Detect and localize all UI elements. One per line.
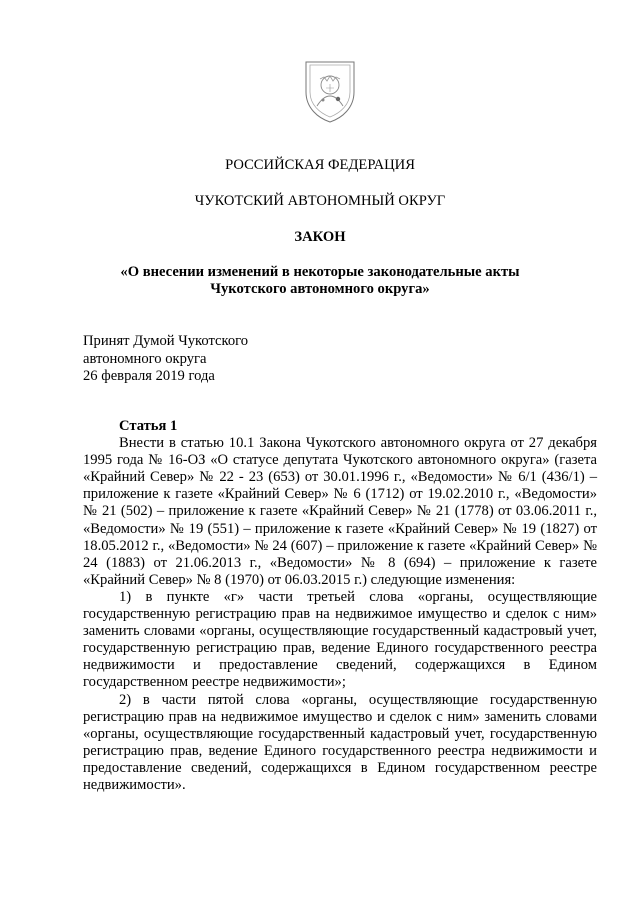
article-heading: Статья 1 (119, 418, 178, 434)
adoption-note (83, 333, 248, 386)
law-title-line-2: Чукотского автономного округа» (210, 281, 430, 297)
law-title-line-1: «О внесении изменений в некоторые законодательные акты (120, 264, 520, 280)
document-type-heading: ЗАКОН (294, 229, 346, 245)
article-item-1: 1) в пункте «г» части третьей слова «органы, осуществляющие государственную регистрацию прав на недвижимое имущество и сделок с ним» заменить словами «органы, осуществляющие государственный кадастровый учет, государственную регистрацию прав, ведение Единого государственного реестра недвижимости и предоставление сведений, содержащихся в Едином государственном реестре недвижимости»; (83, 588, 597, 691)
adoption-date: 26 февраля 2019 года (83, 368, 215, 384)
law-title (0, 264, 640, 298)
adoption-line-1: Принят Думой Чукотского (83, 333, 249, 349)
coat-of-arms-icon (302, 58, 358, 124)
article-intro-paragraph: Внести в статью 10.1 Закона Чукотского автономного округа от 27 декабря 1995 года № 16-ОЗ «О статусе депутата Чукотского автономного округа» (газета «Крайний Север» № 22 - 23 (653) от 30.01.1996 г., «Ведомости» № 6/1 (436/1) – приложение к газете «Крайний Север» № 6 (1712) от 19.02.2010 г., «Ведомости» № 21 (502) – приложение к газете «Крайний Север» № 21 (1778) от 03.06.2011 г., «Ведомости» № 19 (551) – приложение к газете «Крайний Север» № 19 (1827) от 18.05.2012 г., «Ведомости» № 24 (607) – приложение к газете «Крайний Север» № 24 (1883) от 21.06.2013 г., «Ведомости» № 8 (694) – приложение к газете «Крайний Север» № 8 (1970) от 06.03.2015 г.) следующие изменения: (83, 435, 597, 588)
article-item-2: 2) в части пятой слова «органы, осуществляющие государственную регистрацию прав на недвижимое имущество и сделок с ним» заменить словами «органы, осуществляющие государственный кадастровый учет, государственную регистрацию прав, ведение Единого государственного реестра недвижимости и предоставление сведений, содержащихся в Едином государственном реестре недвижимости». (83, 691, 597, 793)
adoption-line-2: автономного округа (83, 350, 207, 367)
region-heading: ЧУКОТСКИЙ АВТОНОМНЫЙ ОКРУГ (194, 193, 446, 209)
article-1 (83, 418, 597, 794)
country-heading: РОССИЙСКАЯ ФЕДЕРАЦИЯ (225, 157, 415, 173)
